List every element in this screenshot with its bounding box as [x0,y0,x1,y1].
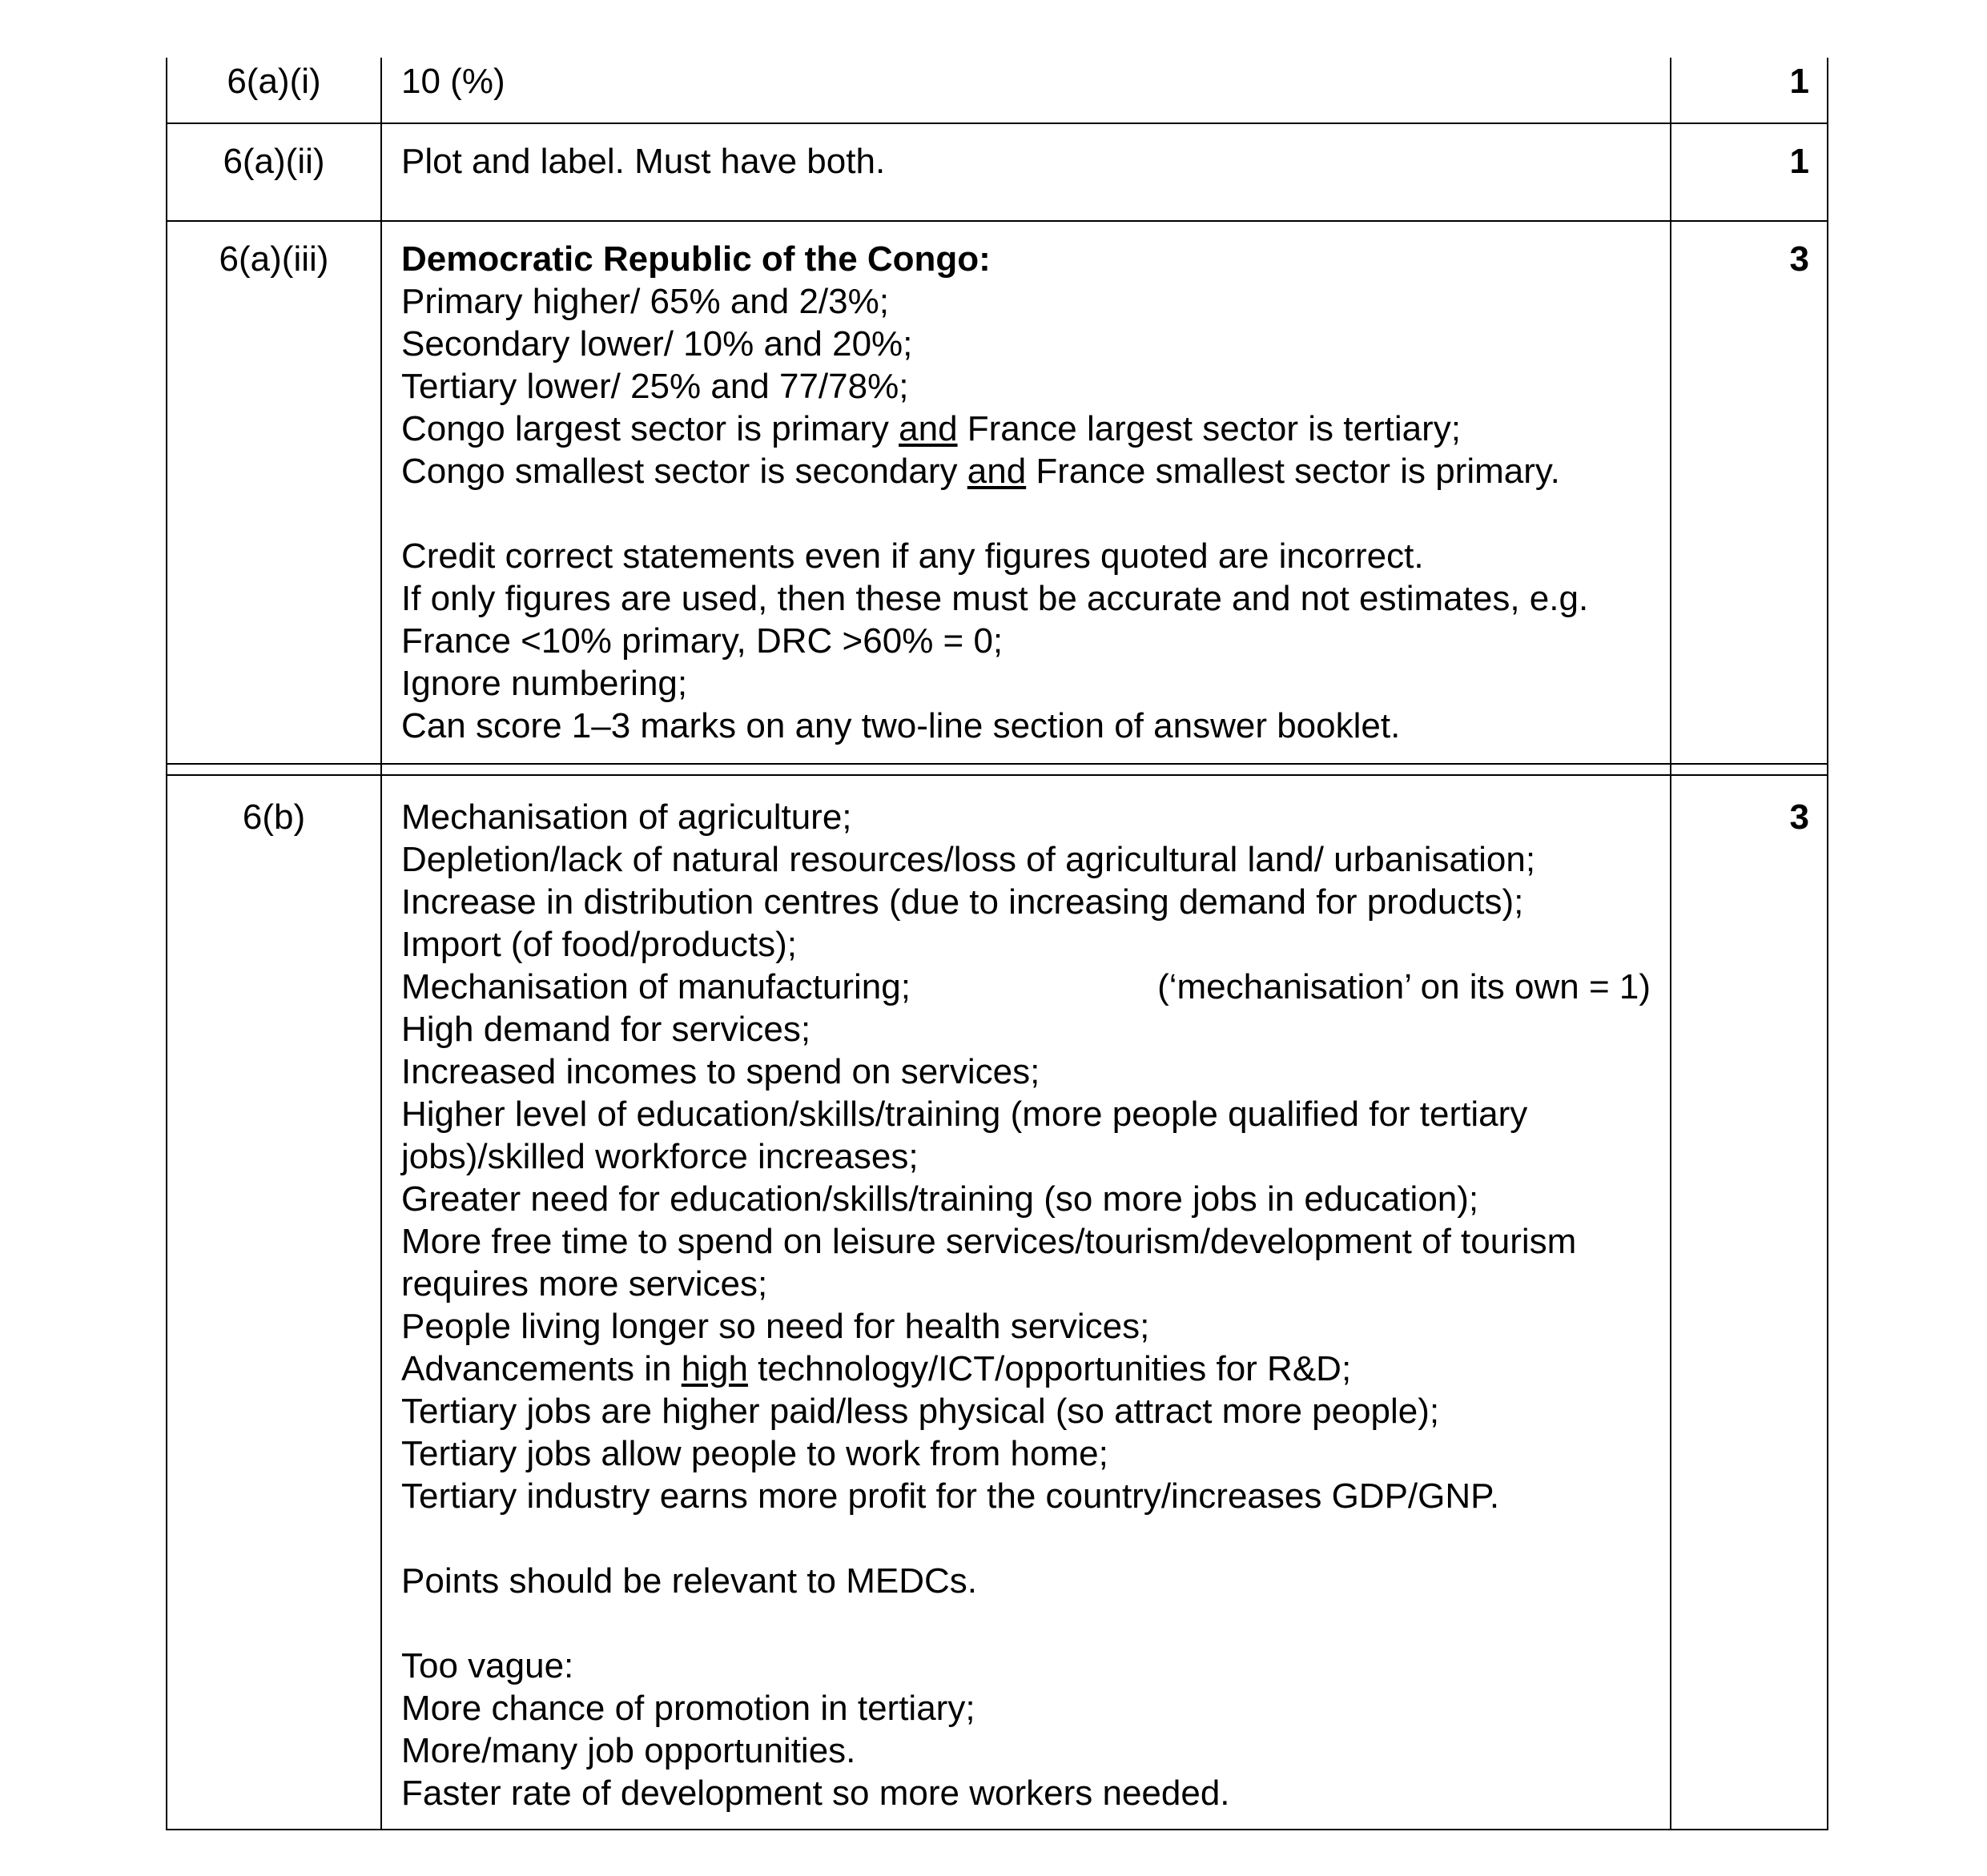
answer-line: jobs)/skilled workforce increases; [401,1137,919,1176]
blank-line [401,1517,1651,1560]
answer-line: Mechanisation of agriculture; [401,797,852,837]
answer-cell [381,775,1671,1830]
separator-cell [1671,764,1828,775]
separator-cell [381,764,1671,775]
answer-line: Tertiary jobs allow people to work from home; [401,1434,1108,1473]
answer-cell [381,221,1671,764]
note-line: Can score 1–3 marks on any two-line section of answer booklet. [401,706,1401,745]
answer-line: Increase in distribution centres (due to increasing demand for products); [401,882,1524,922]
table-row [167,775,1828,1830]
table-row [167,123,1828,221]
table-row [167,58,1828,123]
blank-line [401,1602,1651,1645]
answer-line: Tertiary industry earns more profit for the country/increases GDP/GNP. [401,1476,1500,1516]
answer-line: Tertiary jobs are higher paid/less physical (so attract more people); [401,1392,1440,1431]
note-line: If only figures are used, then these must be accurate and not estimates, e.g. [401,579,1589,618]
answer-line: Increased incomes to spend on services; [401,1052,1040,1091]
marks-cell: 3 [1671,221,1828,764]
question-number: 6(a)(i) [167,58,381,123]
note-line: France <10% primary, DRC >60% = 0; [401,621,1004,661]
question-number: 6(b) [167,775,381,1830]
answer-line: Tertiary lower/ 25% and 77/78%; [401,367,909,406]
answer-line: Secondary lower/ 10% and 20%; [401,324,913,364]
answer-text: technology/ICT/opportunities for R&D; [747,1349,1352,1388]
marks-cell: 1 [1671,58,1828,123]
page-break-separator [167,764,1828,775]
answer-line: Depletion/lack of natural resources/loss of agricultural land/ urbanisation; [401,840,1536,879]
mark-scheme-table [166,58,1828,1830]
answer-line: Import (of food/products); [401,925,797,964]
too-vague-heading: Too vague: [401,1646,574,1685]
answer-line [401,1348,1651,1390]
answer-cell: Plot and label. Must have both. [381,123,1671,221]
answer-line: More free time to spend on leisure services/tourism/development of tourism [401,1222,1577,1261]
answer-text: Mechanisation of manufacturing; [401,967,911,1006]
mechanisation-note: (‘mechanisation’ on its own = 1) [1157,967,1651,1006]
table-row [167,221,1828,764]
note-line: Ignore numbering; [401,664,688,703]
question-number: 6(a)(iii) [167,221,381,764]
answer-line: High demand for services; [401,1010,811,1049]
too-vague-line: More/many job opportunities. [401,1731,856,1770]
answer-line [401,408,1651,450]
blank-line [401,492,1651,535]
answer-text: France smallest sector is primary. [1026,452,1560,491]
too-vague-line: Faster rate of development so more workers needed. [401,1774,1230,1813]
answer-text: Advancements in [401,1349,682,1388]
answer-cell: 10 (%) [381,58,1671,123]
answer-text: Congo largest sector is primary [401,409,899,448]
separator-cell [167,764,381,775]
answer-line [401,966,1651,1008]
answer-text: France largest sector is tertiary; [957,409,1461,448]
underlined-word: high [681,1349,748,1388]
relevance-note: Points should be relevant to MEDCs. [401,1561,978,1601]
answer-line: People living longer so need for health services; [401,1307,1150,1346]
answer-line [401,450,1651,492]
marks-cell: 3 [1671,775,1828,1830]
underlined-word: and [967,452,1027,491]
answer-heading: Democratic Republic of the Congo: [401,239,991,279]
question-number: 6(a)(ii) [167,123,381,221]
underlined-word: and [899,409,958,448]
answer-text: Congo smallest sector is secondary [401,452,967,491]
answer-line: Primary higher/ 65% and 2/3%; [401,282,889,321]
too-vague-line: More chance of promotion in tertiary; [401,1689,975,1728]
answer-line: Higher level of education/skills/training (more people qualified for tertiary [401,1095,1528,1134]
note-line: Credit correct statements even if any figures quoted are incorrect. [401,536,1424,576]
marks-cell: 1 [1671,123,1828,221]
answer-line: Greater need for education/skills/training (so more jobs in education); [401,1179,1479,1219]
answer-line: requires more services; [401,1264,768,1304]
